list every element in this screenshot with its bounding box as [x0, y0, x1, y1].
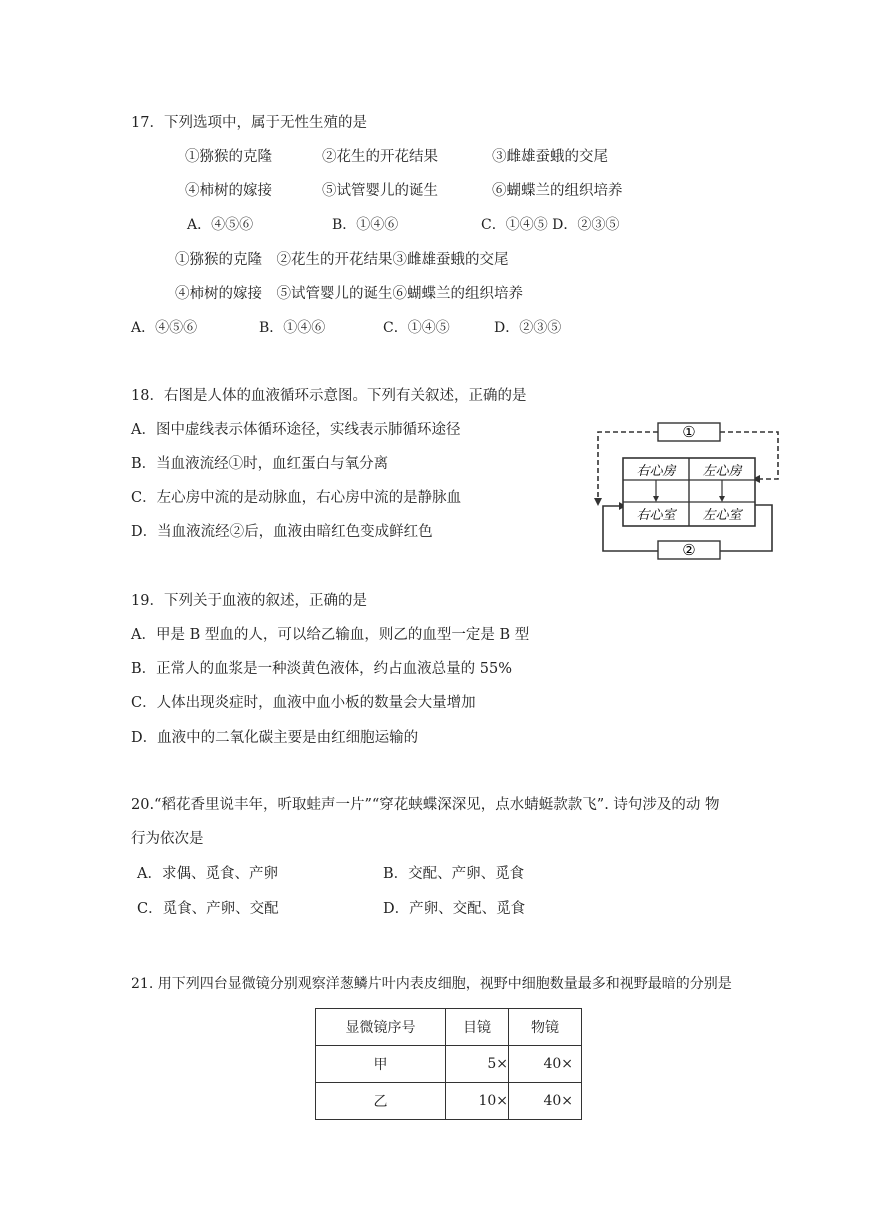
- table-header: 物镜: [509, 1009, 582, 1046]
- table-cell: 40×: [509, 1083, 582, 1120]
- table-cell: 甲: [316, 1046, 446, 1083]
- blood-circulation-diagram: [590, 418, 790, 562]
- q20-option-a: A．求偶、觅食、产卵: [137, 866, 278, 882]
- q17-items-row4: ④柿树的嫁接 ⑤试管婴儿的诞生⑥蝴蝶兰的组织培养: [175, 286, 523, 302]
- q17-option-a2: A．④⑤⑥: [131, 320, 198, 336]
- q20-stem-line1: 20.“稻花香里说丰年，听取蛙声一片”“穿花蛱蝶深深见，点水蜻蜓款款飞”. 诗句涉及的动 物: [131, 797, 720, 813]
- q17-item-4: ④柿树的嫁接: [185, 183, 272, 199]
- q18-option-d: D．当血液流经②后，血液由暗红色变成鲜红色: [131, 524, 433, 540]
- left-ventricle-label: 左心室: [702, 508, 742, 523]
- table-header-row: [316, 1009, 582, 1046]
- q19-stem: 19．下列关于血液的叙述，正确的是: [131, 593, 367, 609]
- q17-option-b2: B．①④⑥: [259, 320, 326, 336]
- q19-option-b: B．正常人的血浆是一种淡黄色液体，约占血液总量的 55%: [131, 661, 512, 677]
- q18-option-b: B．当血液流经①时，血红蛋白与氧分离: [131, 456, 389, 472]
- q21-stem: 21. 用下列四台显微镜分别观察洋葱鳞片叶内表皮细胞，视野中细胞数量最多和视野最暗的分别是: [131, 976, 732, 992]
- q17-item-2: ②花生的开花结果: [322, 149, 438, 165]
- q17-item-1: ①猕猴的克隆: [185, 149, 272, 165]
- q18-stem: 18．右图是人体的血液循环示意图。下列有关叙述，正确的是: [131, 388, 527, 404]
- q20-option-d: D．产卵、交配、觅食: [383, 901, 526, 917]
- right-ventricle-label: 右心室: [636, 508, 676, 523]
- q17-option-cd: C．①④⑤ D．②③⑤: [481, 217, 620, 233]
- q17-item-6: ⑥蝴蝶兰的组织培养: [492, 183, 623, 199]
- q17-option-a: A．④⑤⑥: [187, 217, 254, 233]
- q17-option-c2: C．①④⑤: [383, 320, 450, 336]
- table-row: [316, 1046, 582, 1083]
- right-atrium-label: 右心房: [636, 464, 676, 479]
- table-cell: 40×: [509, 1046, 582, 1083]
- q19-option-d: D．血液中的二氧化碳主要是由红细胞运输的: [131, 730, 419, 746]
- table-row: [316, 1083, 582, 1120]
- q20-option-c: C．觅食、产卵、交配: [137, 901, 279, 917]
- table-cell: 乙: [316, 1083, 446, 1120]
- q18-option-c: C．左心房中流的是动脉血，右心房中流的是静脉血: [131, 490, 462, 506]
- left-atrium-label: 左心房: [702, 464, 742, 479]
- table-header: 显微镜序号: [316, 1009, 446, 1046]
- table-cell: 5×: [446, 1046, 509, 1083]
- q20-option-b: B．交配、产卵、觅食: [383, 866, 525, 882]
- table-cell: 10×: [446, 1083, 509, 1120]
- q17-item-3: ③雌雄蚕蛾的交尾: [492, 149, 608, 165]
- box-1-label: ①: [682, 423, 696, 441]
- box-2-label: ②: [682, 541, 696, 559]
- q17-option-d2: D．②③⑤: [494, 320, 562, 336]
- table-header: 目镜: [446, 1009, 509, 1046]
- q17-items-row3: ①猕猴的克隆 ②花生的开花结果③雌雄蚕蛾的交尾: [175, 252, 509, 268]
- q17-item-5: ⑤试管婴儿的诞生: [322, 183, 438, 199]
- q19-option-c: C．人体出现炎症时，血液中血小板的数量会大量增加: [131, 695, 476, 711]
- q17-stem: 17．下列选项中，属于无性生殖的是: [131, 115, 367, 131]
- q18-option-a: A．图中虚线表示体循环途径，实线表示肺循环途径: [131, 422, 461, 438]
- q17-option-b: B．①④⑥: [332, 217, 399, 233]
- q20-stem-line2: 行为依次是: [131, 831, 204, 847]
- microscope-table: [315, 1008, 582, 1120]
- q19-option-a: A．甲是 B 型血的人，可以给乙输血，则乙的血型一定是 B 型: [131, 627, 530, 643]
